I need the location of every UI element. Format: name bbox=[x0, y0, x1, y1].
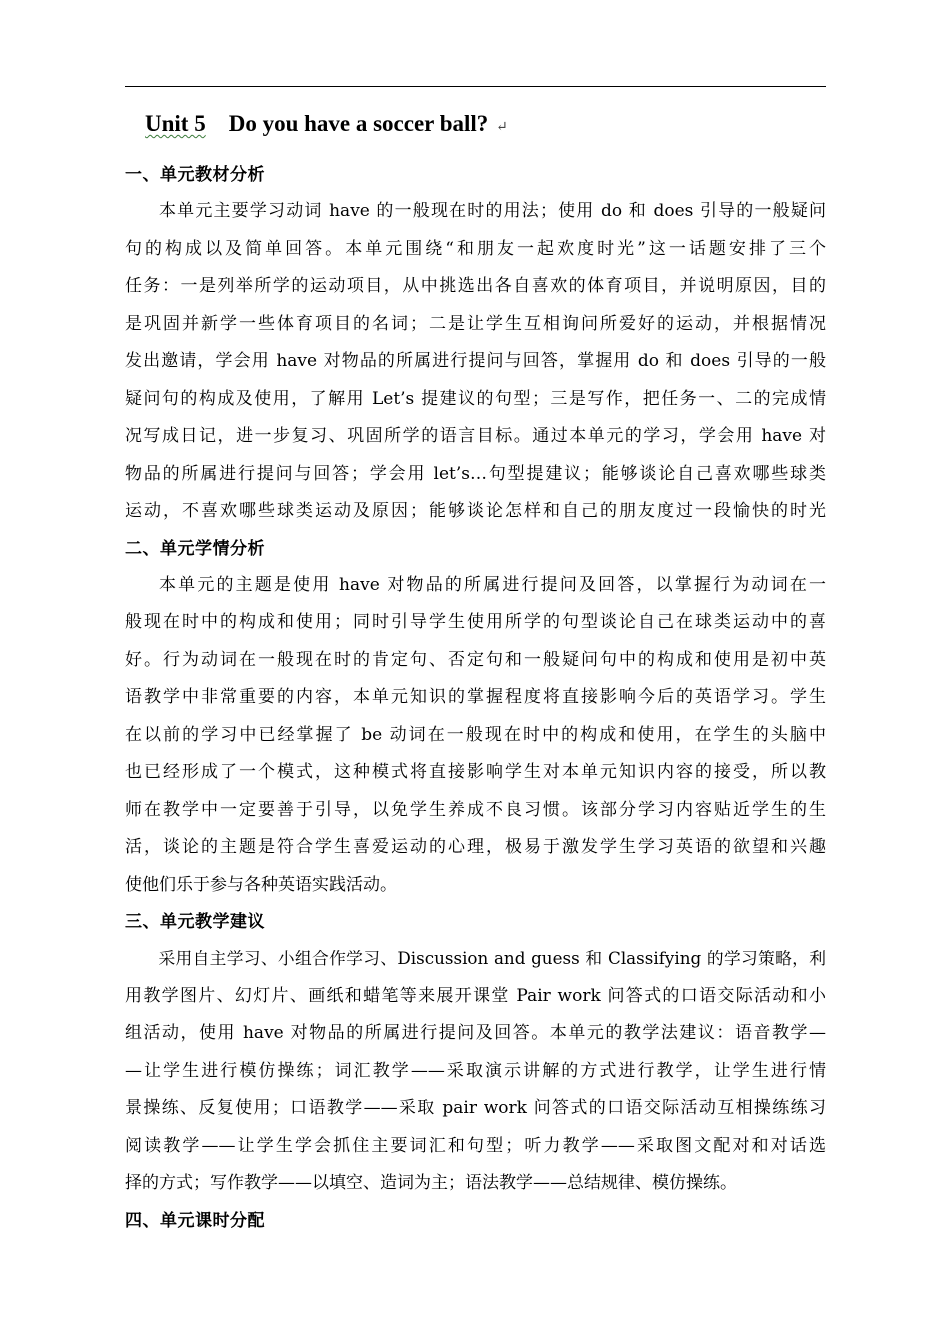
document-title bbox=[145, 109, 508, 143]
paragraph-line: 况写成日记，进一步复习、巩固所学的语言目标。通过本单元的学习，学会用 have 对 bbox=[125, 426, 826, 446]
paragraph-line: 择的方式；写作教学——以填空、造词为主；语法教学——总结规律、模仿操练。 bbox=[125, 1173, 737, 1193]
paragraph-line: 活，谈论的主题是符合学生喜爱运动的心理，极易于激发学生学习英语的欲望和兴趣 bbox=[125, 837, 826, 857]
paragraph-line: 般现在时中的构成和使用；同时引导学生使用所学的句型谈论自己在球类运动中的喜 bbox=[125, 612, 826, 632]
paragraph-line: 好。行为动词在一般现在时的肯定句、否定句和一般疑问句中的构成和使用是初中英 bbox=[125, 649, 826, 670]
paragraph-line: 运动，不喜欢哪些球类运动及原因；能够谈论怎样和自己的朋友度过一段愉快的时光 bbox=[125, 501, 826, 521]
paragraph-line: 句的构成以及简单回答。本单元围绕“和朋友一起欢度时光”这一话题安排了三个 bbox=[125, 238, 826, 259]
paragraph-line: 使他们乐于参与各种英语实践活动。 bbox=[125, 874, 397, 895]
paragraph-teaching-suggestions bbox=[125, 940, 826, 1203]
paragraph-textbook-analysis bbox=[125, 193, 826, 531]
paragraph-line: 发出邀请，学会用 have 对物品的所属进行提问与回答，掌握用 do 和 does 引导的一般 bbox=[125, 351, 826, 371]
paragraph-line: 也已经形成了一个模式，这种模式将直接影响学生对本单元知识内容的接受，所以教 bbox=[125, 762, 826, 782]
paragraph-line: 景操练、反复使用；口语教学——采取 pair work 问答式的口语交际活动互相操练练习 bbox=[125, 1098, 826, 1118]
title-unit: Unit 5 bbox=[145, 111, 206, 136]
paragraph-line: 阅读教学——让学生学会抓住主要词汇和句型；听力教学——采取图文配对和对话选 bbox=[125, 1135, 826, 1156]
paragraph-line: 疑问句的构成及使用，了解用 Let’s 提建议的句型；三是写作，把任务一、二的完成情 bbox=[125, 388, 826, 409]
paragraph-line: 用教学图片、幻灯片、画纸和蜡笔等来展开课堂 Pair work 问答式的口语交际活动和小 bbox=[125, 985, 826, 1006]
section-heading-learner-analysis: 二、单元学情分析 bbox=[125, 538, 265, 559]
header-rule bbox=[125, 86, 826, 87]
section-heading-teaching-suggestions: 三、单元教学建议 bbox=[125, 912, 265, 932]
paragraph-line: 本单元的主题是使用 have 对物品的所属进行提问及回答，以掌握行为动词在一 bbox=[159, 574, 826, 595]
section-heading-textbook-analysis: 一、单元教材分析 bbox=[125, 165, 265, 185]
paragraph-line: 师在教学中一定要善于引导，以免学生养成不良习惯。该部分学习内容贴近学生的生 bbox=[125, 799, 826, 820]
return-mark-icon: ↵ bbox=[496, 120, 508, 135]
paragraph-line: 是巩固并新学一些体育项目的名词；二是让学生互相询问所爱好的运动，并根据情况 bbox=[125, 313, 826, 334]
section-heading-period-allocation: 四、单元课时分配 bbox=[125, 1210, 265, 1231]
title-question: Do you have a soccer ball? bbox=[228, 111, 489, 136]
document-body bbox=[125, 157, 826, 1239]
paragraph-line: 组活动，使用 have 对物品的所属进行提问及回答。本单元的教学法建议：语音教学— bbox=[125, 1023, 826, 1043]
paragraph-line: 采用自主学习、小组合作学习、Discussion and guess 和 Classifying 的学习策略，利 bbox=[158, 948, 826, 968]
paragraph-line: 在以前的学习中已经掌握了 be 动词在一般现在时中的构成和使用，在学生的头脑中 bbox=[125, 724, 826, 745]
paragraph-line: 本单元主要学习动词 have 的一般现在时的用法；使用 do 和 does 引导的一般疑问 bbox=[159, 201, 826, 221]
paragraph-line: 任务：一是列举所学的运动项目，从中挑选出各自喜欢的体育项目，并说明原因，目的 bbox=[125, 276, 826, 296]
paragraph-line: —让学生进行模仿操练；词汇教学——采取演示讲解的方式进行教学，让学生进行情 bbox=[125, 1060, 826, 1081]
paragraph-line: 物品的所属进行提问与回答；学会用 let’s…句型提建议；能够谈论自己喜欢哪些球类 bbox=[125, 463, 826, 484]
paragraph-line: 语教学中非常重要的内容，本单元知识的掌握程度将直接影响今后的英语学习。学生 bbox=[125, 687, 826, 707]
paragraph-learner-analysis bbox=[125, 567, 826, 905]
